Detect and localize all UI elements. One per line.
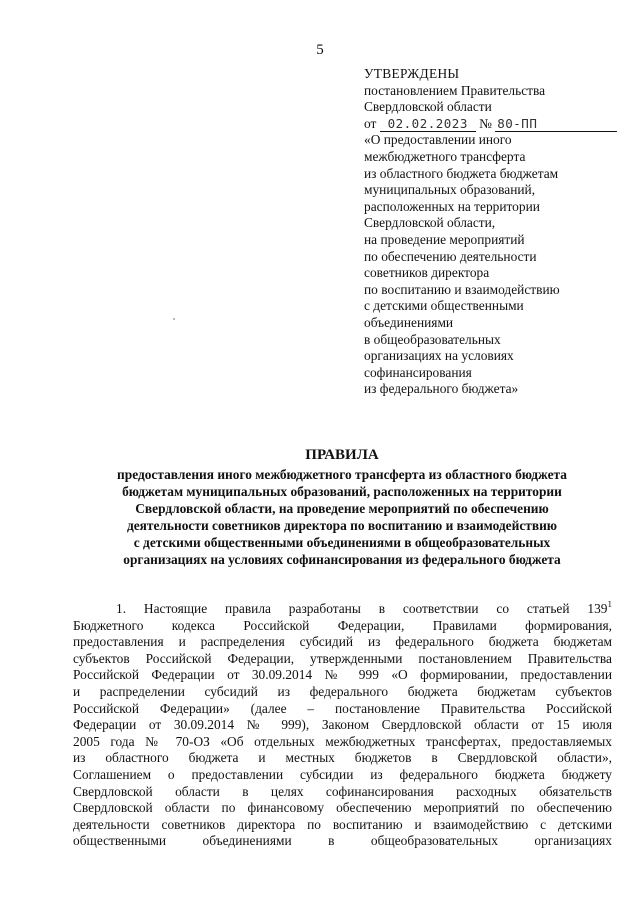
paragraph-line: Российской Федерации» (далее – постановление Правительства Российской — [73, 700, 612, 716]
paragraph-line: Бюджетного кодекса Российской Федерации, Правилами формирования, — [73, 617, 612, 633]
rules-subtitle-line: организациях на условиях софинансирования из федерального бюджета — [123, 552, 561, 567]
approval-date-line — [364, 116, 614, 133]
approval-block — [364, 66, 614, 398]
approval-title-line: из федерального бюджета» — [364, 381, 519, 397]
approval-by-line-1: постановлением Правительства — [364, 82, 546, 98]
rules-subtitle-line: с детскими общественными объединениями в общеобразовательных — [133, 535, 551, 550]
paragraph-line-text: 1. Настоящие правила разработаны в соответствии со статьей 139 — [116, 601, 608, 616]
approval-title-line: объединениями — [364, 314, 454, 330]
paragraph-line: и распределении субсидий из федерального бюджета бюджетам субъектов — [73, 683, 612, 699]
approval-number: 80-ПП — [495, 117, 617, 132]
page-number: 5 — [316, 42, 324, 58]
paragraph-line: Свердловской области в целях софинансирования расходных обязательств — [73, 783, 612, 799]
approval-title-line: из областного бюджета бюджетам — [364, 165, 559, 181]
approval-title-line: Свердловской области, — [364, 215, 496, 231]
paragraph-line — [73, 601, 612, 618]
scan-speck — [173, 318, 175, 320]
approval-title-line: софинансирования — [364, 364, 472, 380]
article-superscript: 1 — [607, 601, 612, 609]
approval-title-line: с детскими общественными — [364, 298, 524, 314]
rules-title-block — [62, 446, 622, 568]
rules-title: ПРАВИЛА — [305, 447, 379, 463]
paragraph-line: Соглашением о предоставлении субсидии из федерального бюджета бюджету — [73, 766, 612, 782]
approval-title-line: расположенных на территории — [364, 198, 540, 214]
approval-title-line: организациях на условиях — [364, 348, 514, 364]
rules-subtitle-line: деятельности советников директора по воспитанию и взаимодействию — [126, 518, 558, 533]
paragraph-line: субъектов Российской Федерации, утвержденными постановлением Правительства — [73, 650, 612, 666]
approval-title — [364, 132, 614, 398]
number-label: № — [479, 115, 492, 131]
approval-title-line: по воспитанию и взаимодействию — [364, 281, 560, 297]
paragraph-line: Российской Федерации от 30.09.2014 № 999 «О формировании, предоставлении — [73, 667, 612, 683]
approval-date: 02.02.2023 — [380, 117, 476, 132]
approval-heading: УТВЕРЖДЕНЫ — [364, 66, 460, 81]
paragraph-line: Свердловской области по финансовому обеспечению мероприятий по обеспечению — [73, 800, 612, 816]
paragraph-line: предоставления и распределения субсидий из федерального бюджета бюджетам — [73, 634, 612, 650]
rules-subtitle-line: бюджетам муниципальных образований, расположенных на территории — [122, 484, 562, 499]
approval-title-line: советников директора — [364, 265, 490, 281]
rules-subtitle-line: предоставления иного межбюджетного трансферта из областного бюджета — [117, 467, 567, 482]
approval-title-line: по обеспечению деятельности — [364, 248, 537, 264]
paragraph-line: общественными объединениями в общеобразовательных организациях — [73, 833, 612, 849]
from-label: от — [364, 115, 377, 131]
paragraph-line: 2005 года № 70-ОЗ «Об отдельных межбюджетных трансфертах, предоставляемых — [73, 733, 612, 749]
paragraph-line: из областного бюджета и местных бюджетов в Свердловской области», — [73, 750, 612, 766]
approval-by-line-2: Свердловской области — [364, 99, 492, 115]
approval-title-line: на проведение мероприятий — [364, 231, 525, 247]
approval-title-line: муниципальных образований, — [364, 182, 536, 198]
rules-subtitle-line: Свердловской области, на проведение мероприятий по обеспечению — [135, 501, 549, 516]
paragraph-1 — [73, 601, 612, 850]
approval-title-line: «О предоставлении иного — [364, 132, 512, 148]
paragraph-line: деятельности советников директора по воспитанию и взаимодействию с детскими — [73, 816, 612, 832]
paragraph-line: Федерации от 30.09.2014 № 999), Законом Свердловской области от 15 июля — [73, 717, 612, 733]
approval-title-line: межбюджетного трансферта — [364, 148, 526, 164]
approval-title-line: в общеобразовательных — [364, 331, 501, 347]
